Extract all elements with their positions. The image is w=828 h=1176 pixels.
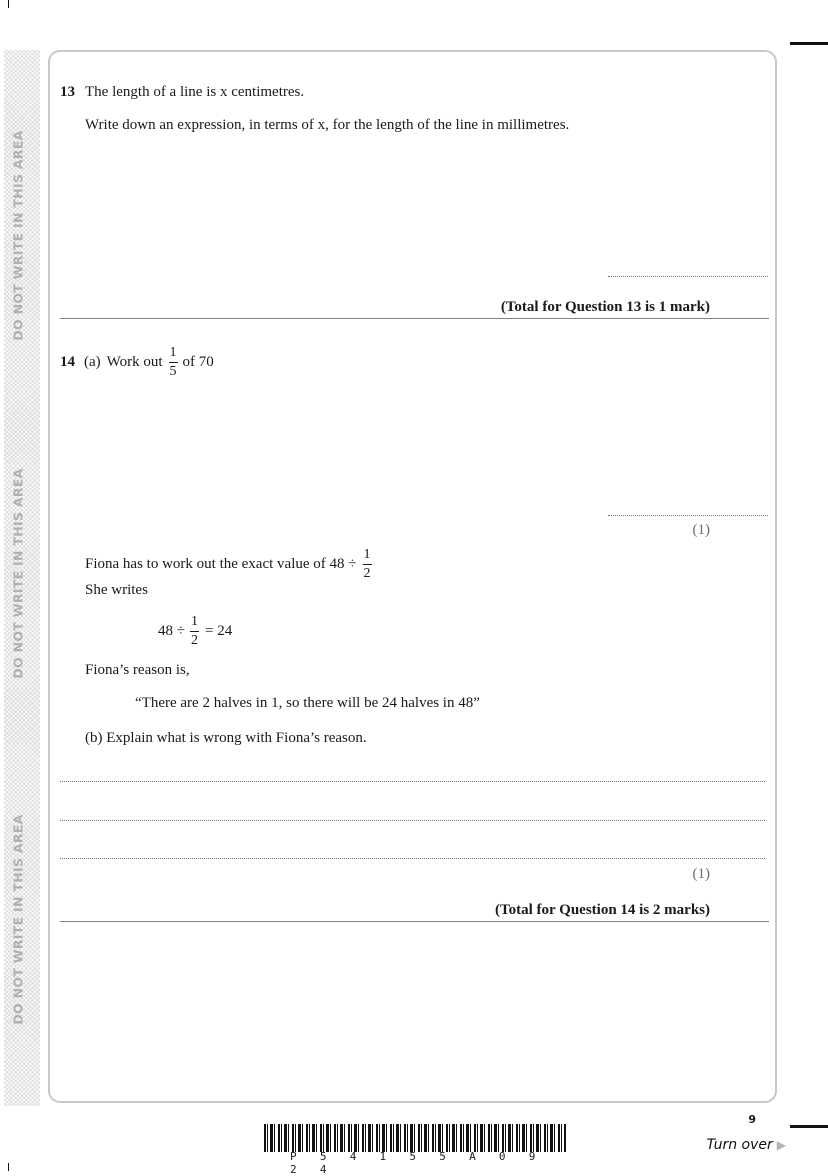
q14a-fraction-numerator: 1 — [169, 346, 178, 363]
q14b-answer-line-2[interactable] — [60, 820, 765, 821]
fiona-statement — [85, 546, 375, 582]
q14b-answer-line-3[interactable] — [60, 858, 765, 859]
barcode — [264, 1124, 566, 1152]
reason-intro: Fiona’s reason is, — [85, 662, 190, 678]
working-fraction — [190, 615, 199, 648]
fiona-text: Fiona has to work out the exact value of 48 ÷ — [85, 555, 357, 572]
barcode-text: P 5 4 1 5 5 A 0 9 2 4 — [290, 1150, 544, 1176]
turn-over — [680, 1137, 786, 1153]
working-fraction-denominator: 2 — [190, 632, 198, 648]
q13-number: 13 — [60, 84, 75, 100]
q14b-answer-line-1[interactable] — [60, 781, 765, 782]
turn-over-label: Turn over — [706, 1137, 773, 1153]
registration-mark-top — [790, 42, 828, 45]
turn-over-arrow-icon: ▶ — [776, 1138, 786, 1152]
q13-divider — [60, 318, 769, 319]
reason-quote: “There are 2 halves in 1, so there will be 24 halves in 48” — [135, 695, 480, 711]
fiona-fraction — [363, 548, 372, 581]
she-writes: She writes — [85, 582, 148, 598]
q13-instruction: Write down an expression, in terms of x, for the length of the line in millimetres. — [85, 117, 570, 133]
crop-mark-bottom — [0, 1163, 9, 1171]
q13-total: (Total for Question 13 is 1 mark) — [500, 299, 710, 315]
fiona-fraction-numerator: 1 — [363, 548, 372, 565]
margin-label-top: DO NOT WRITE IN THIS AREA — [10, 130, 26, 341]
fiona-fraction-denominator: 2 — [363, 565, 371, 581]
working-left: 48 ÷ — [158, 622, 185, 639]
q14a-fraction-denominator: 5 — [169, 363, 177, 379]
q14a-label: (a) — [84, 353, 101, 370]
q14b-marks: (1) — [692, 866, 710, 882]
fiona-working — [158, 613, 232, 649]
q14a-answer-line[interactable] — [608, 515, 768, 516]
q14-total: (Total for Question 14 is 2 marks) — [494, 902, 710, 918]
margin-label-middle: DO NOT WRITE IN THIS AREA — [10, 468, 26, 679]
q14-divider — [60, 921, 769, 922]
margin-label-bottom: DO NOT WRITE IN THIS AREA — [10, 814, 26, 1025]
q14a-marks: (1) — [692, 522, 710, 538]
q14a-suffix: of 70 — [182, 353, 214, 370]
q13-answer-line[interactable] — [608, 276, 768, 277]
page-number: 9 — [748, 1113, 756, 1126]
working-right: = 24 — [204, 622, 233, 639]
registration-mark-bottom — [790, 1125, 828, 1128]
q14a-text: Work out — [106, 353, 163, 370]
q13-stem: The length of a line is x centimetres. — [85, 84, 305, 100]
q14a-line — [60, 344, 214, 380]
q14-number: 14 — [60, 353, 75, 370]
q14a-fraction — [169, 346, 178, 379]
crop-mark-top — [0, 0, 9, 8]
working-fraction-numerator: 1 — [190, 615, 199, 632]
q14b-question: (b) Explain what is wrong with Fiona’s reason. — [85, 730, 367, 746]
